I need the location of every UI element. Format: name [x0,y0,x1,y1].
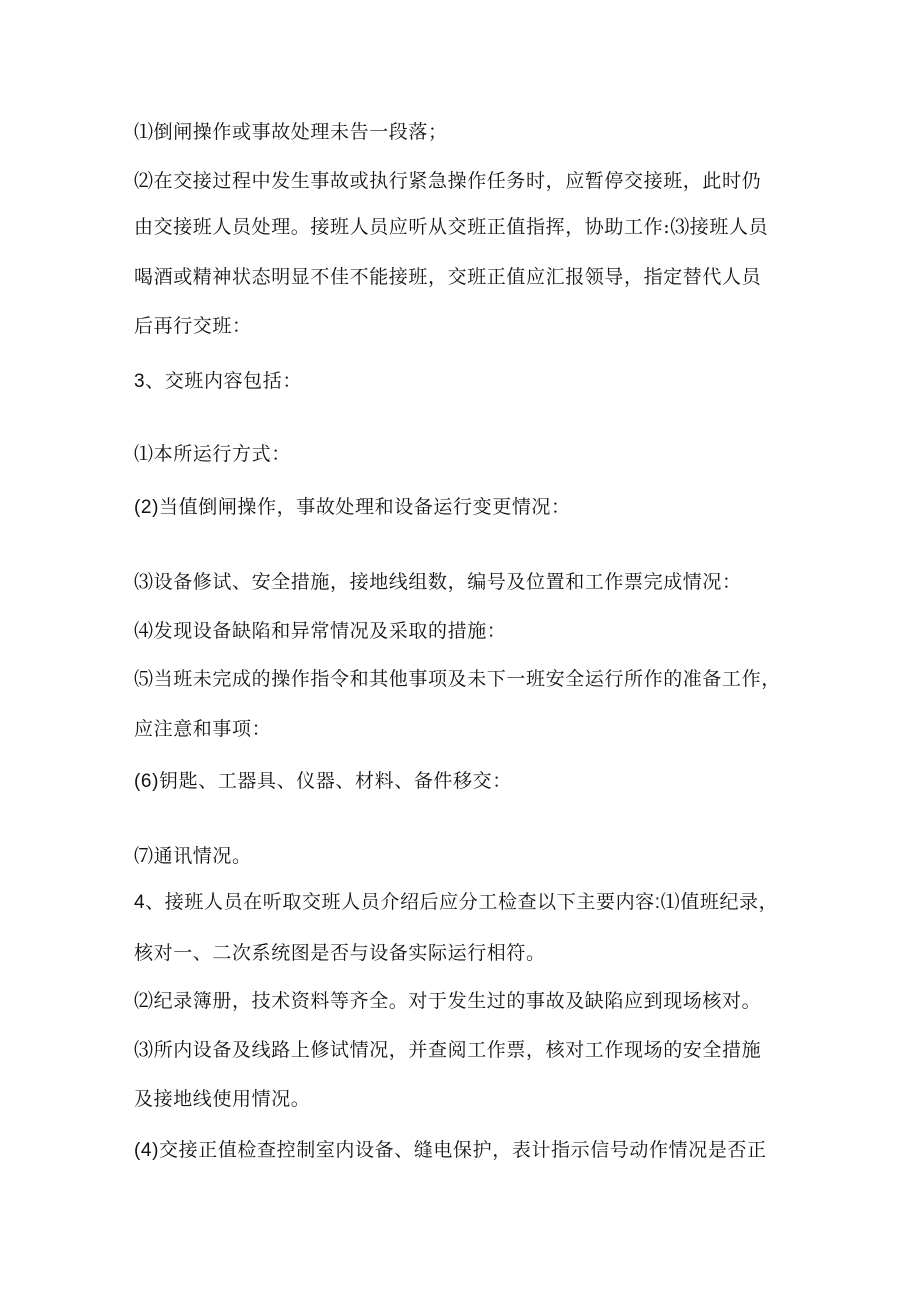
text-line-2: ⑵在交接过程中发生事故或执行紧急操作任务时，应暂停交接班，此时仍 [134,170,762,192]
text-line-9: ⑶设备修试、安全措施，接地线组数，编号及位置和工作票完成情况： [134,571,742,593]
text-line-17: ⑵纪录簿册，技术资料等齐全。对于发生过的事故及缺陷应到现场核对。 [134,990,762,1012]
text-line-4: 喝酒或精神状态明显不佳不能接班，交班正值应汇报领导，指定替代人员 [134,266,762,288]
text-line-12: 应注意和事项： [134,718,272,740]
text-line-1: ⑴倒闸操作或事故处理未告一段落； [134,121,448,143]
text-line-16: 核对一、二次系统图是否与设备实际运行相符。 [134,942,546,964]
text-line-5: 后再行交班： [134,315,252,337]
section-heading-3: 3、交班内容包括： [134,371,302,392]
text-line-3: 由交接班人员处理。接班人员应听从交班正值指挥，协助工作:⑶接班人员 [134,216,769,238]
text-line-18: ⑶所内设备及线路上修试情况，并查阅工作票，核对工作现场的安全措施 [134,1039,762,1061]
section-heading-4: 4、接班人员在听取交班人员介绍后应分工检查以下主要内容:⑴值班纪录， [134,892,779,913]
text-line-8: (2)当值倒闸操作，事故处理和设备运行变更情况： [134,497,571,518]
text-line-11: ⑸当班未完成的操作指令和其他事项及未下一班安全运行所作的准备工作， [134,668,781,690]
text-line-20: (4)交接正值检查控制室内设备、缝电保护，表计指示信号动作情况是否正 [134,1140,767,1161]
text-line-7: ⑴本所运行方式： [134,443,291,465]
text-line-10: ⑷发现设备缺陷和异常情况及采取的措施： [134,620,507,642]
text-line-13: (6)钥匙、工器具、仪器、材料、备件移交： [134,771,512,792]
text-line-19: 及接地线使用情况。 [134,1088,311,1110]
text-line-14: ⑺通讯情况。 [134,845,252,867]
